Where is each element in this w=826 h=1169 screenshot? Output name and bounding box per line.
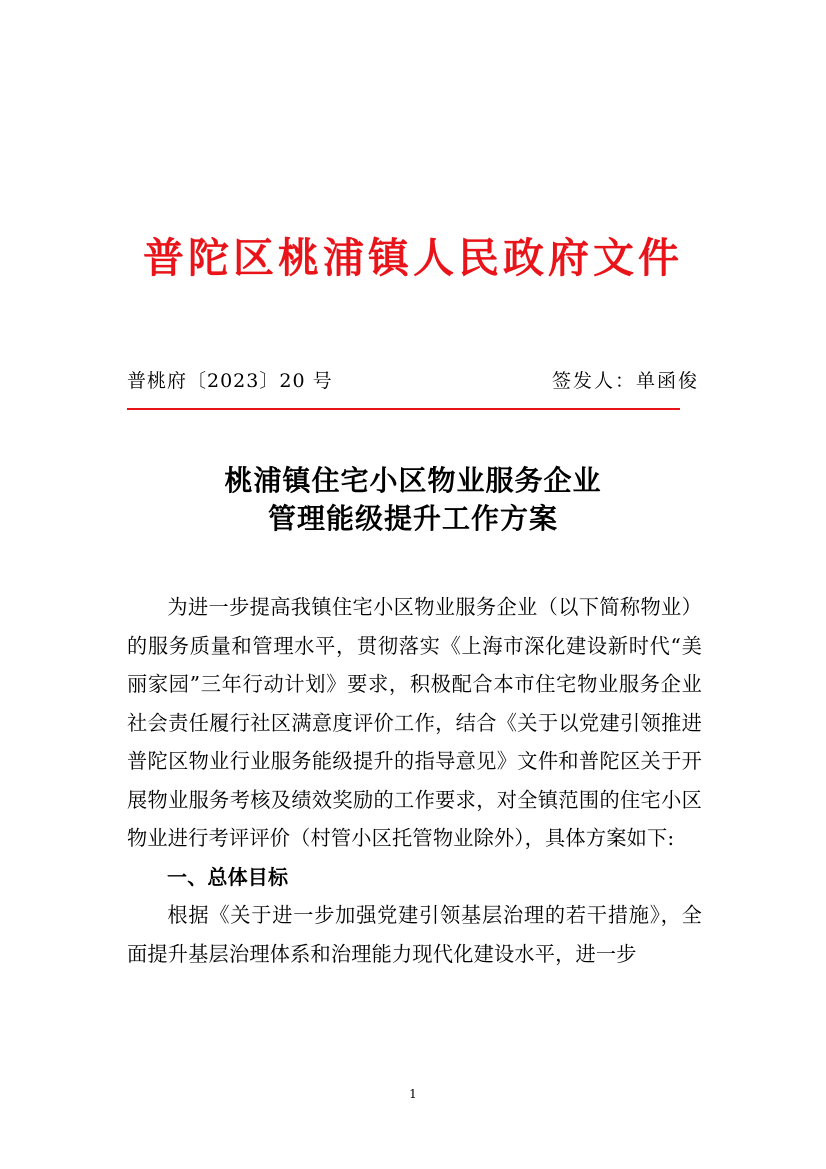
section-1-paragraph: 根据《关于进一步加强党建引领基层治理的若干措施》，全面提升基层治理体系和治理能力现代化建设水平，进一步 (127, 903, 702, 966)
document-number: 普桃府〔2023〕20 号 (127, 370, 333, 392)
page-number: 1 (409, 1087, 417, 1101)
document-title (0, 462, 826, 538)
document-body (127, 588, 702, 973)
red-separator-line (127, 408, 680, 410)
signer: 签发人：单函俊 (551, 370, 699, 392)
intro-paragraph: 为进一步提高我镇住宅小区物业服务企业（以下简称物业）的服务质量和管理水平，贯彻落实《上海市深化建设新时代“美丽家园”三年行动计划》要求，积极配合本市住宅物业服务企业社会责任履行社区满意度评价工作，结合《关于以党建引领推进普陀区物业行业服务能级提升的指导意见》文件和普陀区关于开展物业服务考核及绩效奖励的工作要求，对全镇范围的住宅小区物业进行考评评价（村管小区托管物业除外），具体方案如下: (127, 595, 702, 850)
document-meta-row (127, 364, 699, 398)
issuing-authority-title: 普陀区桃浦镇人民政府文件 (143, 234, 683, 282)
document-title-line-2: 管理能级提升工作方案 (267, 502, 558, 535)
section-heading-1: 一、总体目标 (167, 864, 289, 889)
document-title-line-1: 桃浦镇住宅小区物业服务企业 (224, 464, 602, 497)
